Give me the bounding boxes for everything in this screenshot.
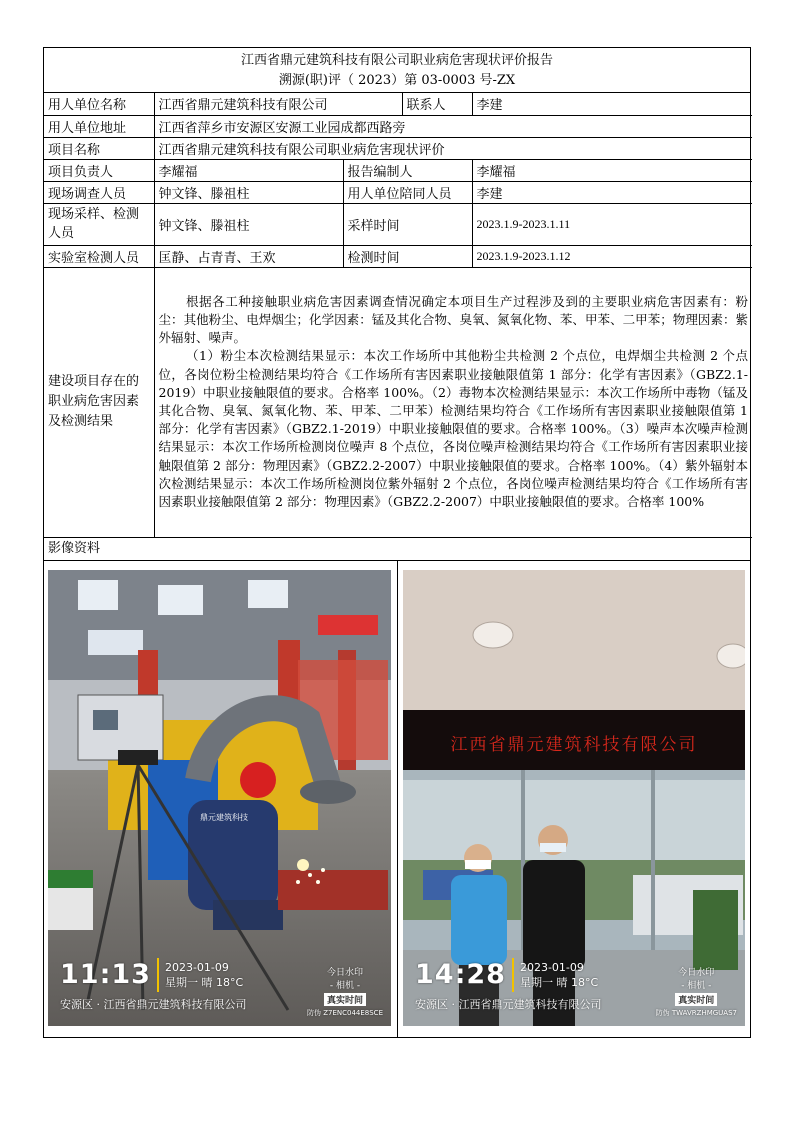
- author-label: 报告编制人: [343, 159, 472, 181]
- photo-right-weather: 星期一 晴 18°C: [519, 975, 599, 989]
- watermark-camera: - 相机 -: [329, 980, 361, 991]
- photo-area: [44, 561, 750, 1037]
- report-title: [44, 48, 750, 93]
- watermark-brand: 今日水印: [326, 967, 363, 978]
- watermark-code: 防伪 TWAVRZHMGUAS7: [655, 1008, 737, 1017]
- led-sign-text: 江西省鼎元建筑科技有限公司: [450, 734, 698, 755]
- photo-right-watermark: [656, 965, 737, 1018]
- photo-divider: [397, 561, 398, 1037]
- leader-value: 李耀福: [154, 159, 343, 181]
- photo-lobby: [403, 570, 745, 1026]
- photo-left-stamp-bar: [157, 958, 159, 992]
- employer-value: 江西省鼎元建筑科技有限公司: [154, 93, 402, 115]
- photo-welding: [48, 570, 391, 1026]
- photo-right-date: 2023-01-09: [519, 960, 584, 974]
- sampling-time-value: 2023.1.9-2023.1.11: [472, 203, 752, 245]
- photo-right-time: 14:28: [415, 959, 506, 990]
- info-table: [44, 93, 752, 538]
- photo-left-time: 11:13: [60, 959, 151, 990]
- contact-value: 李建: [472, 93, 752, 115]
- hazards-label: 建设项目存在的职业病危害因素及检测结果: [44, 267, 154, 537]
- survey-value: 钟文锋、滕祖柱: [154, 181, 343, 203]
- project-label: 项目名称: [44, 137, 154, 159]
- contact-label: 联系人: [402, 93, 472, 115]
- address-value: 江西省萍乡市安源区安源工业园成都西路旁: [154, 115, 752, 137]
- sampling-label: 现场采样、检测人员: [44, 203, 154, 245]
- project-value: 江西省鼎元建筑科技有限公司职业病危害现状评价: [154, 137, 752, 159]
- photo-left-dateblock: [165, 960, 243, 990]
- photo-left-date: 2023-01-09: [164, 960, 229, 974]
- photo-left-location: 安源区 · 江西省鼎元建筑科技有限公司: [60, 997, 247, 1011]
- test-time-label: 检测时间: [343, 245, 472, 267]
- sampling-time-label: 采样时间: [343, 203, 472, 245]
- hazards-text: [155, 293, 753, 511]
- address-label: 用人单位地址: [44, 115, 154, 137]
- photos-label: 影像资料: [44, 538, 750, 561]
- photo-right-stamp: [415, 958, 602, 1012]
- watermark-tag: 真实时间: [675, 993, 717, 1006]
- sampling-value: 钟文锋、滕祖柱: [154, 203, 343, 245]
- photo-right-dateblock: [520, 960, 598, 990]
- author-value: 李耀福: [472, 159, 752, 181]
- watermark-camera: - 相机 -: [681, 980, 712, 991]
- watermark-code: 防伪 Z7ENC044E8SCE: [306, 1008, 383, 1017]
- survey-label: 现场调查人员: [44, 181, 154, 203]
- employer-label: 用人单位名称: [44, 93, 154, 115]
- lab-value: 匡静、占青青、王欢: [154, 245, 343, 267]
- lab-label: 实验室检测人员: [44, 245, 154, 267]
- photo-left-stamp: [60, 958, 247, 1012]
- test-time-value: 2023.1.9-2023.1.12: [472, 245, 752, 267]
- vest-text: 鼎元建筑科技: [200, 812, 248, 822]
- report-sheet: [43, 47, 751, 1038]
- photo-left-watermark: [307, 965, 383, 1018]
- report-title-line1: 江西省鼎元建筑科技有限公司职业病危害现状评价报告: [240, 53, 553, 68]
- watermark-brand: 今日水印: [678, 967, 715, 978]
- hazards-para-2: （1）粉尘本次检测结果显示：本次工作场所中其他粉尘共检测 2 个点位，电焊烟尘共检测 2 个点位，各岗位粉尘检测结果均符合《工作场所有害因素职业接触限值第 1 部分：化学有害因素》（GBZ2.1-2019）中职业接触限值的要求。合格率 100%。（2）毒物本次检测结果显示：本次工作场所中毒物（锰及其化合物、臭氧、氮氧化物、苯、甲苯、二甲苯）检测结果均符合《工作场所有害因素职业接触限值第 1 部分：化学有害因素》（GBZ2.1-2019）中职业接触限值的要求。合格率 100%。（3）噪声本次噪声检测结果显示：本次工作场所检测岗位噪声 8 个点位，各岗位噪声检测结果均符合《工作场所有害因素职业接触限值第 2 部分：物理因素》（GBZ2.2-2007）中职业接触限值的要求。合格率 100%。（4）紫外辐射本次检测结果显示：本次工作场所检测岗位紫外辐射 2 个点位，各岗位噪声检测结果均符合《工作场所有害因素职业接触限值第 2 部分：物理因素》（GBZ2.2-2007）中职业接触限值的要求。合格率 100%: [158, 348, 749, 510]
- photo-right-location: 安源区 · 江西省鼎元建筑科技有限公司: [415, 997, 602, 1011]
- hazards-para-1: 根据各工种接触职业病危害因素调查情况确定本项目生产过程涉及到的主要职业病危害因素有：粉尘：其他粉尘、电焊烟尘；化学因素：锰及其化合物、臭氧、氮氧化物、苯、甲苯、二甲苯；物理因素：紫外辐射、噪声。: [158, 293, 749, 346]
- watermark-tag: 真实时间: [324, 993, 366, 1006]
- escort-value: 李建: [472, 181, 752, 203]
- photo-left-weather: 星期一 晴 18°C: [164, 975, 244, 989]
- escort-label: 用人单位陪同人员: [343, 181, 472, 203]
- photo-right-stamp-bar: [512, 958, 514, 992]
- leader-label: 项目负责人: [44, 159, 154, 181]
- report-number: 溯源(职)评（ 2023）第 03-0003 号-ZX: [278, 73, 516, 88]
- hazards-cell: [154, 267, 752, 537]
